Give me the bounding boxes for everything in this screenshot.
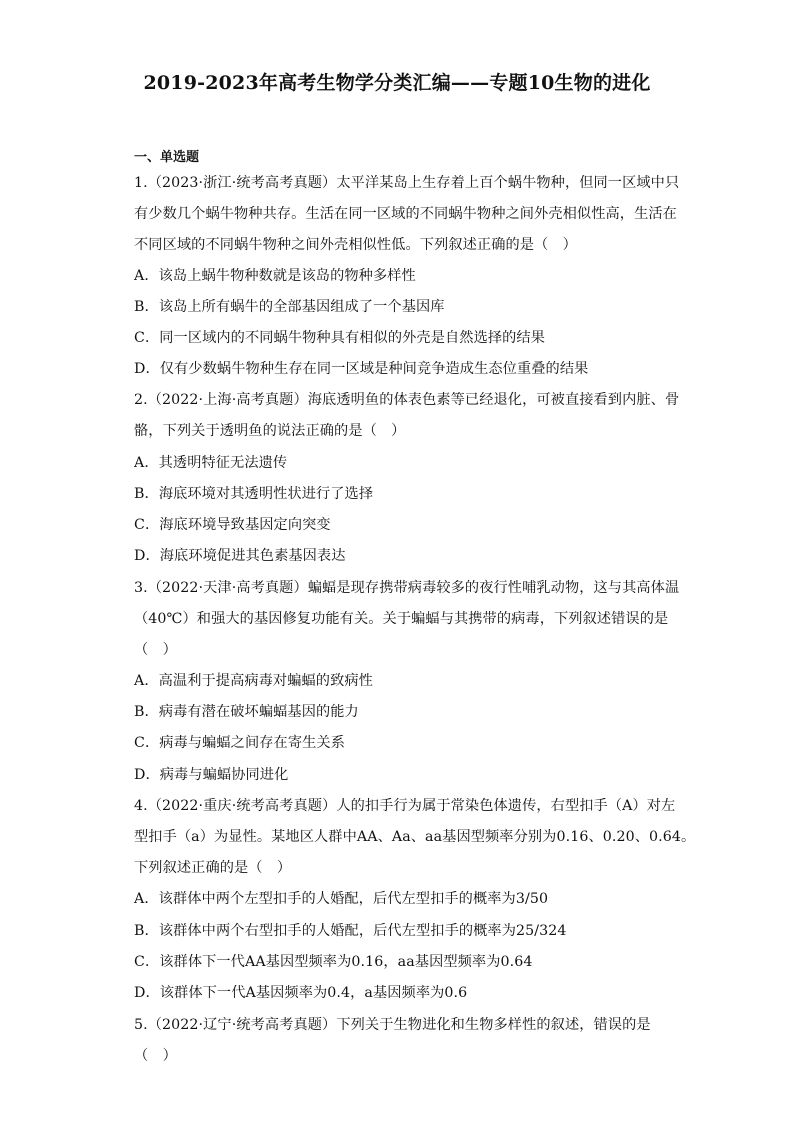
text-line: 不同区域的不同蜗牛物种之间外壳相似性低。下列叙述正确的是（ ） [134, 237, 577, 253]
option-line: A．该群体中两个左型扣手的人婚配，后代左型扣手的概率为3/50 [134, 891, 549, 907]
option-line: D．海底环境促进其色素基因表达 [134, 548, 346, 564]
text-line: （ ） [134, 1048, 177, 1064]
option-line: A．该岛上蜗牛物种数就是该岛的物种多样性 [134, 268, 416, 284]
text-line: 2.（2022·上海·高考真题）海底透明鱼的体表色素等已经退化，可被直接看到内脏、骨 [134, 392, 680, 408]
option-line: C．同一区域内的不同蜗牛物种具有相似的外壳是自然选择的结果 [134, 330, 546, 346]
option-line: D．病毒与蝙蝠协同进化 [134, 767, 289, 783]
text-line: （40℃）和强大的基因修复功能有关。关于蝙蝠与其携带的病毒，下列叙述错误的是 [134, 611, 669, 627]
option-line: C．该群体下一代AA基因型频率为0.16，aa基因型频率为0.64 [134, 954, 533, 970]
text-line: 5.（2022·辽宁·统考高考真题）下列关于生物进化和生物多样性的叙述，错误的是 [134, 1017, 651, 1033]
text-line: 3.（2022·天津·高考真题）蝙蝠是现存携带病毒较多的夜行性哺乳动物，这与其高体温 [134, 580, 680, 596]
text-line: 型扣手（a）为显性。某地区人群中AA、Aa、aa基因型频率分别为0.16、0.20、0.64。 [134, 829, 696, 845]
option-line: D．仅有少数蜗牛物种生存在同一区域是种间竞争造成生态位重叠的结果 [134, 361, 589, 377]
text-line: 4.（2022·重庆·统考高考真题）人的扣手行为属于常染色体遗传，右型扣手（A）对左 [134, 798, 676, 814]
option-line: B．病毒有潜在破坏蝙蝠基因的能力 [134, 704, 359, 720]
option-line: A．高温利于提高病毒对蝙蝠的致病性 [134, 673, 373, 689]
option-line: B．该岛上所有蜗牛的全部基因组成了一个基因库 [134, 299, 445, 315]
option-line: B．该群体中两个右型扣手的人婚配，后代左型扣手的概率为25/324 [134, 923, 567, 939]
text-line: 下列叙述正确的是（ ） [134, 860, 292, 876]
option-line: A．其透明特征无法遗传 [134, 455, 288, 471]
option-line: B．海底环境对其透明性状进行了选择 [134, 486, 374, 502]
option-line: C．病毒与蝙蝠之间存在寄生关系 [134, 735, 345, 751]
text-line: （ ） [134, 642, 177, 658]
text-line: 骼，下列关于透明鱼的说法正确的是（ ） [134, 423, 406, 439]
document-title: 2019-2023年高考生物学分类汇编——专题10生物的进化 [143, 72, 651, 94]
option-line: C．海底环境导致基因定向突变 [134, 517, 331, 533]
text-line: 有少数几个蜗牛物种共存。生活在同一区域的不同蜗牛物种之间外壳相似性高，生活在 [134, 206, 677, 222]
option-line: D．该群体下一代A基因频率为0.4，a基因频率为0.6 [134, 985, 468, 1001]
text-line: 1.（2023·浙江·统考高考真题）太平洋某岛上生存着上百个蜗牛物种，但同一区域中只 [134, 175, 680, 191]
section-heading: 一、单选题 [134, 150, 200, 165]
